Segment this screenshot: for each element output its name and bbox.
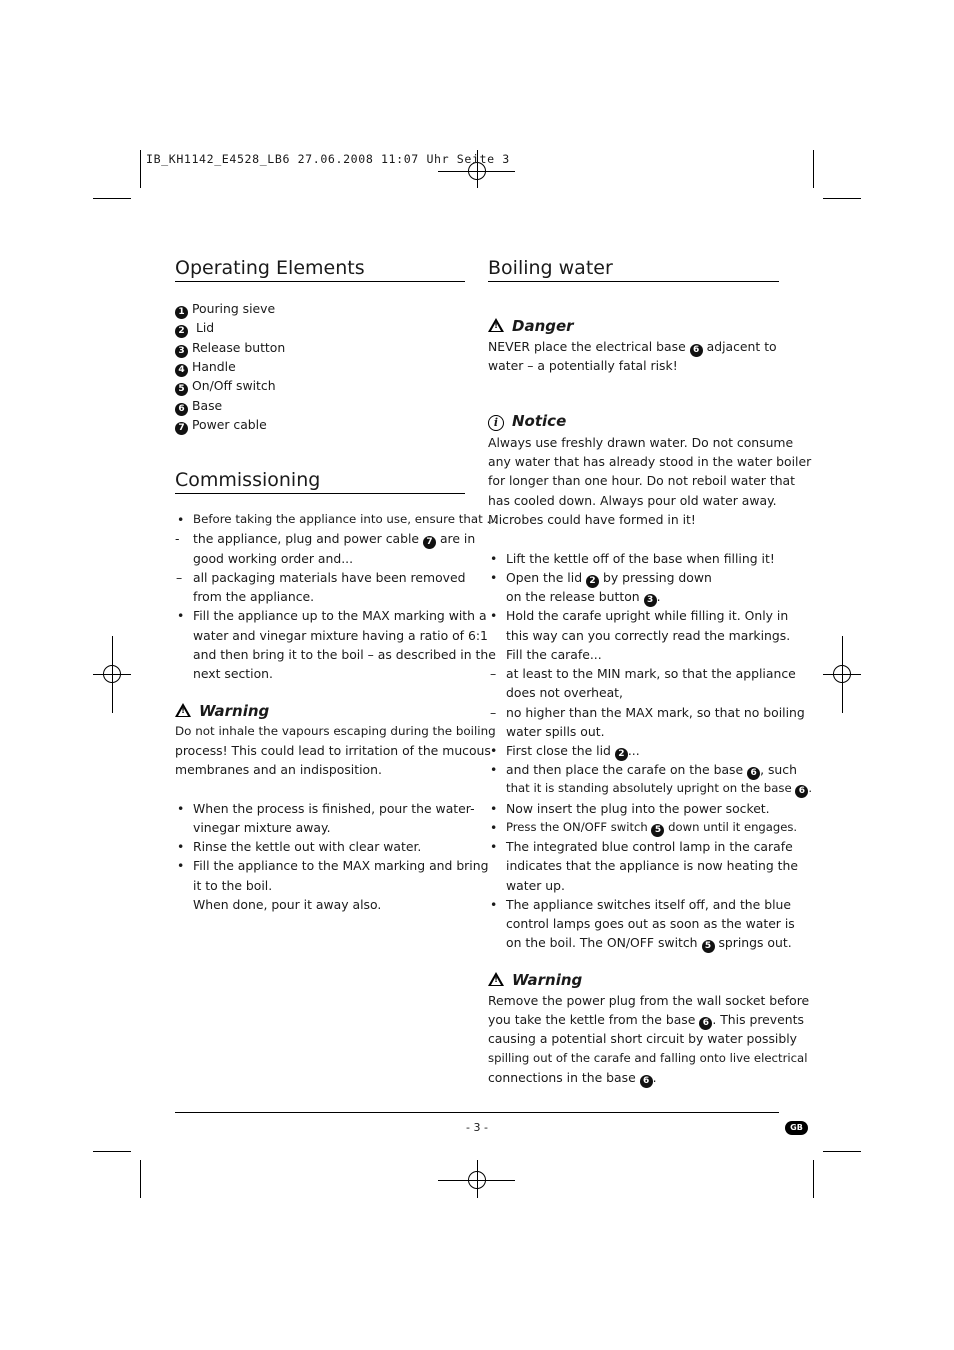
danger-heading: !Danger [488, 316, 574, 336]
list-item: it to the boil. [193, 878, 273, 893]
bullet: • [490, 570, 498, 585]
title-rule [488, 281, 779, 282]
warning-icon [488, 318, 504, 332]
list-item: Hold the carafe upright while filling it. Only in [506, 608, 789, 623]
list-item: indicates that the appliance is now heating the [506, 858, 798, 873]
list-item: all packaging materials have been removed [193, 570, 466, 585]
warning-icon [488, 972, 504, 986]
operating-element-item [175, 357, 236, 377]
list-item: vinegar mixture away. [193, 820, 331, 835]
operating-element-item [175, 338, 285, 358]
list-item: Press the ON/OFF switch 5 down until it engages. [506, 820, 798, 835]
list-item: water spills out. [506, 724, 605, 739]
print-slug: IB_KH1142_E4528_LB6 27.06.2008 11:07 Uhr Seite 3 [146, 152, 510, 166]
bullet: • [490, 820, 498, 835]
callout-3: 3 [175, 345, 188, 358]
operating-element-item [175, 396, 222, 416]
dash: – [176, 570, 183, 585]
list-item: does not overheat, [506, 685, 623, 700]
list-item: Before taking the appliance into use, ensure that ... [193, 512, 498, 526]
commissioning-title: Commissioning [175, 469, 321, 491]
list-item: Fill the appliance up to the MAX marking with a [193, 608, 487, 623]
callout-6: 6 [795, 785, 808, 798]
language-badge: GB [785, 1121, 808, 1135]
callout-2: 2 [175, 325, 188, 338]
list-item: Lift the kettle off of the base when filling it! [506, 551, 775, 566]
operating-elements-title: Operating Elements [175, 257, 365, 279]
callout-5: 5 [175, 383, 188, 396]
operating-element-item [175, 299, 275, 319]
operating-element-label: On/Off switch [192, 378, 276, 394]
list-item: next section. [193, 666, 273, 681]
list-item: and then bring it to the boil – as described in the [193, 647, 496, 662]
callout-2: 2 [615, 748, 628, 761]
list-item: no higher than the MAX mark, so that no boiling [506, 705, 805, 720]
callout-6: 6 [640, 1075, 653, 1088]
callout-7: 7 [423, 536, 436, 549]
operating-element-item [175, 415, 267, 435]
bullet: • [490, 762, 498, 777]
callout-6: 6 [699, 1017, 712, 1030]
bullet: • [490, 551, 498, 566]
list-item: Now insert the plug into the power socket. [506, 801, 770, 816]
callout-7: 7 [175, 422, 188, 435]
list-item: Open the lid 2 by pressing down [506, 570, 712, 586]
list-item: control lamps goes out as soon as the water is [506, 916, 795, 931]
callout-6: 6 [175, 403, 188, 416]
list-item: Rinse the kettle out with clear water. [193, 839, 422, 854]
operating-element-label: Pouring sieve [192, 301, 276, 316]
operating-element-label: Base [192, 397, 223, 413]
dash: – [490, 666, 497, 681]
operating-element-label: Power cable [192, 416, 267, 432]
callout-1: 1 [175, 306, 188, 319]
callout-4: 4 [175, 364, 188, 377]
operating-element-item [175, 376, 276, 396]
danger-text: water – a potentially fatal risk! [488, 358, 678, 373]
list-item: the appliance, plug and power cable 7 are in [193, 531, 476, 547]
bullet: • [177, 512, 185, 527]
dash: - [175, 531, 180, 546]
list-item: this way can you correctly read the markings. [506, 628, 791, 643]
list-item: The integrated blue control lamp in the carafe [506, 839, 793, 854]
list-item: and then place the carafe on the base 6 , such [506, 762, 797, 778]
list-item: First close the lid 2 ... [506, 743, 640, 759]
bullet: • [490, 608, 498, 623]
bullet: • [490, 839, 498, 854]
list-item: on the boil. The ON/OFF switch 5 springs out. [506, 935, 792, 951]
callout-5: 5 [651, 824, 664, 837]
bullet: • [177, 801, 185, 816]
bullet: • [177, 858, 185, 873]
dash: – [490, 705, 497, 720]
notice-heading: i Notice [488, 411, 566, 431]
list-item: good working order and... [193, 551, 354, 566]
list-item: at least to the MIN mark, so that the appliance [506, 666, 796, 681]
callout-3: 3 [644, 594, 657, 607]
page-number: - 3 - [466, 1121, 488, 1134]
callout-6: 6 [747, 767, 760, 780]
list-item: that it is standing absolutely upright on the base 6 . [506, 781, 813, 796]
warning-icon [175, 703, 191, 717]
list-item: water and vinegar mixture having a ratio of 6:1 [193, 628, 488, 643]
bullet: • [490, 743, 498, 758]
bullet: • [177, 608, 185, 623]
operating-element-label: Release button [192, 339, 286, 355]
bullet: • [177, 839, 185, 854]
list-item: Fill the appliance to the MAX marking and bring [193, 858, 489, 873]
list-item: When done, pour it away also. [193, 897, 382, 912]
bullet: • [490, 897, 498, 912]
list-item: from the appliance. [193, 589, 315, 604]
list-item: Fill the carafe... [506, 647, 602, 662]
operating-element-item [175, 318, 214, 338]
callout-6: 6 [690, 344, 703, 357]
info-icon: i [488, 415, 504, 431]
boiling-water-title: Boiling water [488, 257, 613, 279]
bullet: • [490, 801, 498, 816]
operating-element-label: Lid [192, 320, 215, 336]
danger-text: NEVER place the electrical base 6 adjacent to [488, 339, 777, 355]
title-rule [175, 281, 465, 282]
title-rule [175, 493, 465, 494]
list-item: water up. [506, 878, 565, 893]
footer-rule [175, 1112, 779, 1113]
warning-heading: !Warning [175, 701, 269, 721]
callout-2: 2 [586, 575, 599, 588]
warning-heading: !Warning [488, 970, 582, 990]
list-item: When the process is finished, pour the water- [193, 801, 475, 816]
list-item: The appliance switches itself off, and the blue [506, 897, 792, 912]
list-item: on the release button 3 . [506, 589, 661, 605]
operating-element-label: Handle [192, 358, 236, 374]
callout-5: 5 [702, 940, 715, 953]
